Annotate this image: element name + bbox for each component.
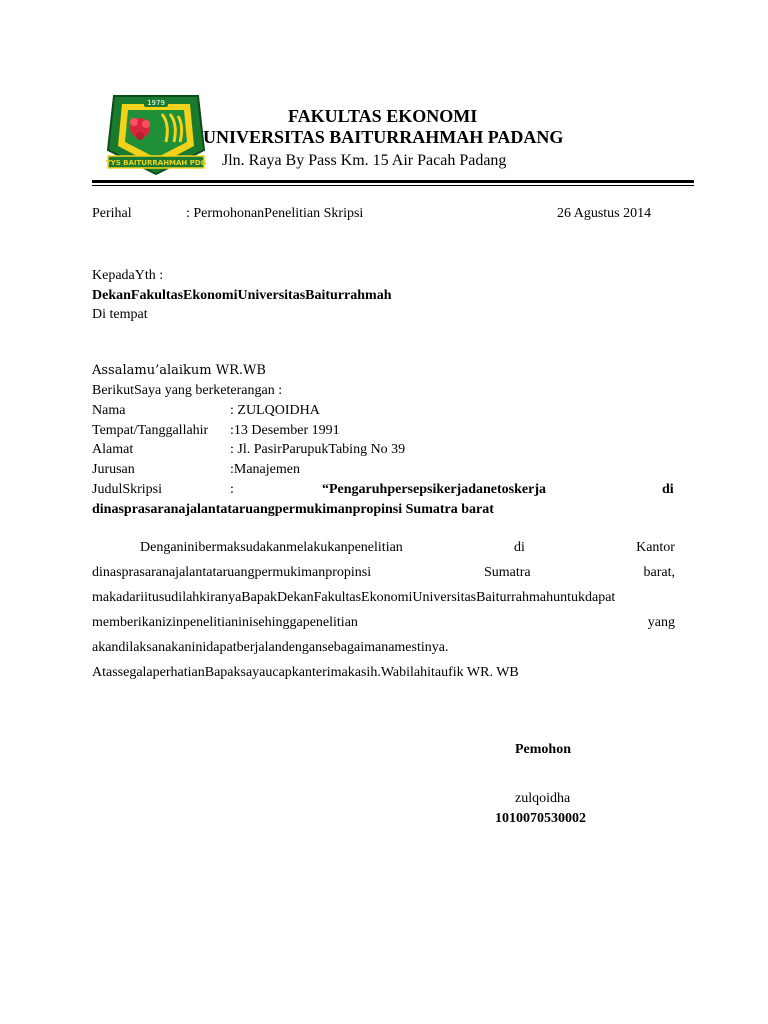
alamat-label: Alamat — [92, 442, 134, 457]
body-line-1-word-1: Denganinibermaksudakanmelakukanpenelitian — [140, 540, 403, 555]
university-title: UNIVERSITAS BAITURRAHMAH PADANG — [203, 127, 564, 147]
body-line-2-word-2: Sumatra — [483, 565, 531, 580]
signature-name: zulqoidha — [515, 791, 571, 806]
subject-label: Perihal — [92, 206, 132, 221]
university-logo — [104, 92, 208, 178]
body-line-4 — [92, 615, 675, 631]
body-line-1 — [92, 540, 675, 556]
judul-title-line-2: dinasprasaranajalantataruangpermukimanpropinsi Sumatra barat — [92, 502, 494, 517]
letter-date: 26 Agustus 2014 — [557, 206, 652, 221]
judul-title-part-1: “Pengaruhpersepsikerjadanetoskerja — [322, 482, 546, 497]
judul-title-part-2: di — [662, 482, 674, 497]
recipient-line-2: DekanFakultasEkonomiUniversitasBaiturrahmah — [92, 288, 392, 303]
letterhead-rule-thin — [92, 185, 694, 186]
body-line-5: akandilaksanakaninidapatberjalandengansebagaimanamestinya. — [92, 640, 449, 655]
body-line-1-word-3: Kantor — [636, 540, 675, 555]
nama-value: : ZULQOIDHA — [230, 403, 320, 418]
body-line-6: AtassegalaperhatianBapaksayaucapkanterimakasih.Wabilahitaufik WR. WB — [92, 665, 519, 680]
body-line-2 — [92, 565, 675, 581]
body-line-2-word-1: dinasprasaranajalantataruangpermukimanpropinsi — [92, 565, 372, 580]
ttl-value: :13 Desember 1991 — [230, 423, 340, 438]
signature-id: 1010070530002 — [495, 811, 586, 826]
svg-text:YYS BAITURRAHMAH PDG: YYS BAITURRAHMAH PDG — [105, 159, 207, 167]
ttl-label: Tempat/Tanggallahir — [92, 423, 209, 438]
nama-label: Nama — [92, 403, 126, 418]
judul-colon: : — [230, 482, 234, 497]
recipient-line-1: KepadaYth : — [92, 268, 164, 283]
body-line-4-word-2: yang — [647, 615, 675, 630]
greeting: Assalamu’alaikum WR.WB — [92, 363, 266, 378]
jurusan-value: :Manajemen — [230, 462, 300, 477]
faculty-title: FAKULTAS EKONOMI — [288, 106, 478, 126]
letterhead-rule-thick — [92, 180, 694, 183]
body-line-1-word-2: di — [514, 540, 525, 555]
intro-text: BerikutSaya yang berketerangan : — [92, 383, 283, 398]
body-line-2-word-3: barat, — [643, 565, 675, 580]
university-address: Jln. Raya By Pass Km. 15 Air Pacah Padang — [222, 152, 507, 169]
alamat-value: : Jl. PasirParupukTabing No 39 — [230, 442, 406, 457]
body-line-3: makadariitusudilahkiranyaBapakDekanFakultasEkonomiUniversitasBaiturrahmahuntukdapat — [92, 590, 616, 605]
recipient-line-3: Di tempat — [92, 307, 148, 322]
body-line-4-word-1: memberikanizinpenelitianinisehinggapenelitian — [92, 615, 358, 630]
svg-text:1979: 1979 — [147, 99, 165, 107]
jurusan-label: Jurusan — [92, 462, 135, 477]
judul-label: JudulSkripsi — [92, 482, 163, 497]
signature-role: Pemohon — [515, 742, 571, 757]
subject-value: : PermohonanPenelitian Skripsi — [186, 206, 364, 221]
